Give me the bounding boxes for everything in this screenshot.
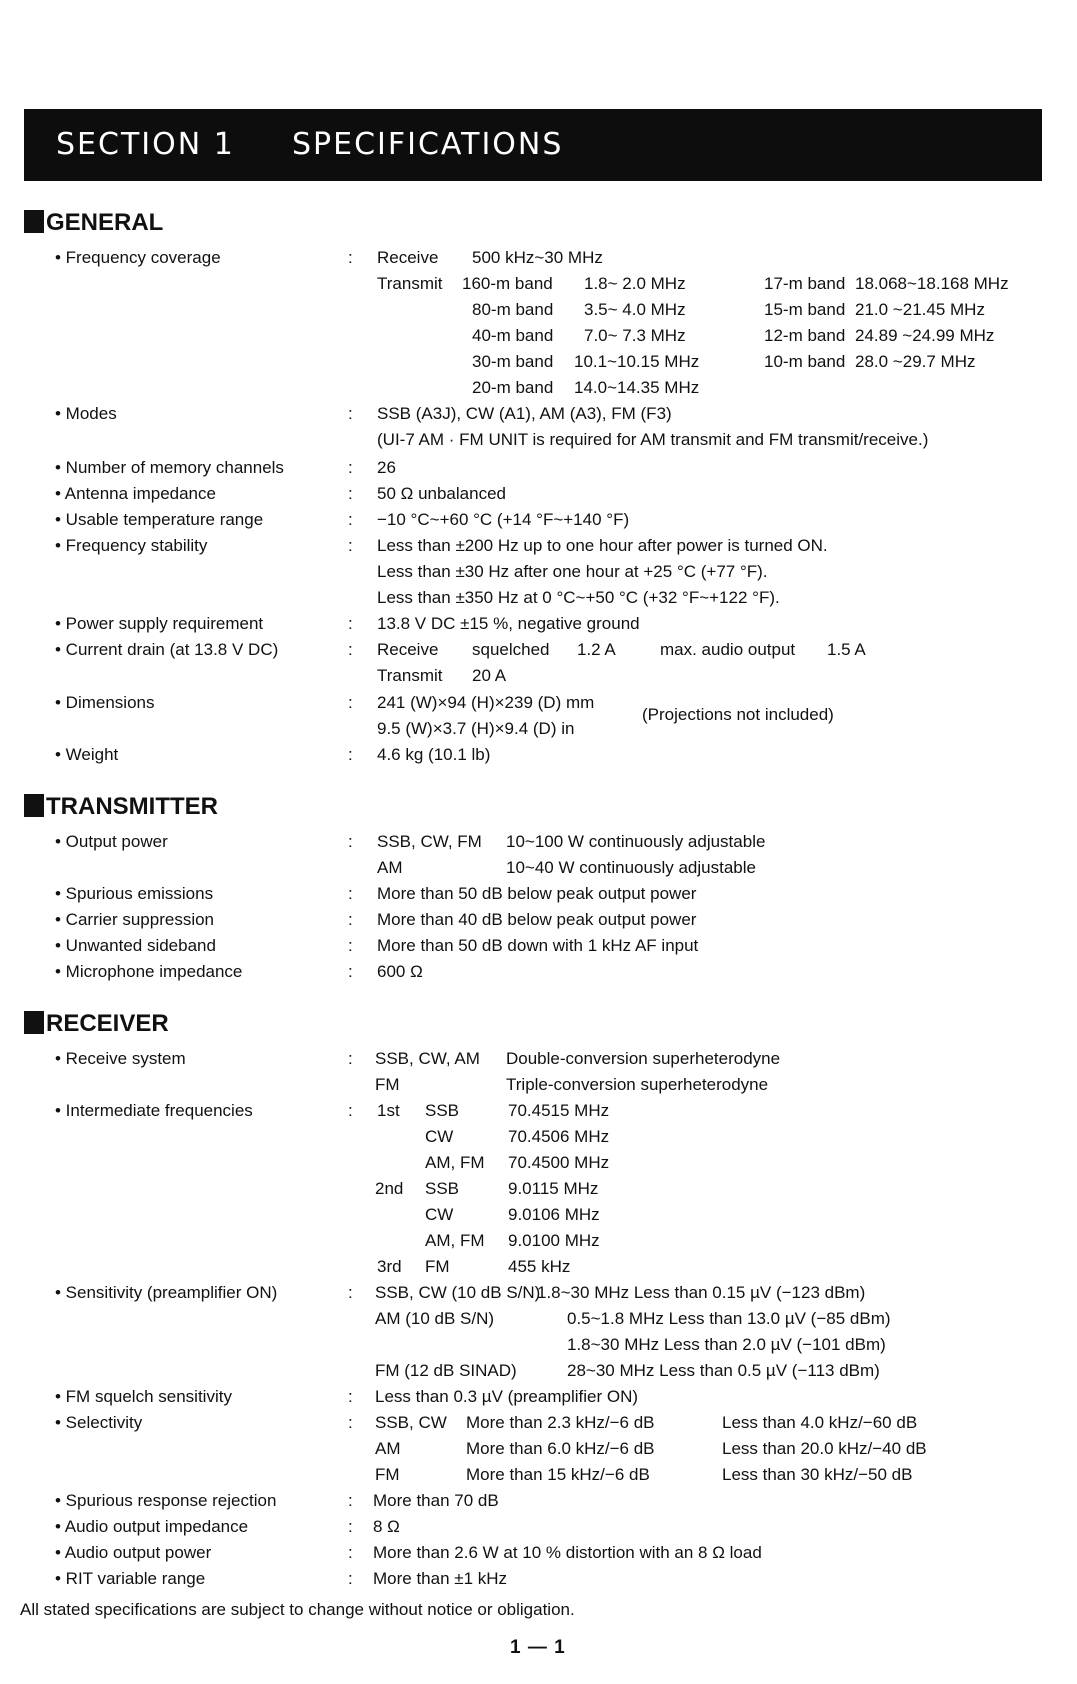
spec-row-dimensions-in: [0, 719, 1077, 745]
spec-label: • Usable temperature range: [55, 510, 264, 529]
spec-value: 13.8 V DC ±15 %, negative ground: [377, 614, 640, 633]
spec-mode: FM (12 dB SINAD): [375, 1361, 517, 1380]
spec-row-sideband: [0, 936, 1077, 962]
spec-row-output-am: [0, 858, 1077, 884]
if-stage: 2nd: [375, 1179, 404, 1198]
spec-value: Less than 20.0 kHz/−40 dB: [722, 1439, 927, 1458]
band-row: [0, 300, 1077, 326]
if-freq: 70.4506 MHz: [508, 1127, 610, 1146]
spec-label: • Frequency stability: [55, 536, 208, 555]
section-number: SECTION 1: [56, 127, 235, 162]
if-mode: FM: [425, 1257, 450, 1276]
heading-square-icon: [24, 1011, 44, 1034]
colon: :: [348, 536, 353, 555]
band-range: 10.1~10.15 MHz: [574, 352, 700, 371]
spec-row-rit: [0, 1569, 1077, 1595]
spec-row-carrier: [0, 910, 1077, 936]
footer-note: All stated specifications are subject to change without notice or obligation.: [20, 1600, 575, 1619]
colon: :: [348, 745, 353, 764]
spec-note: (Projections not included): [642, 705, 834, 724]
spec-row-audio-power: [0, 1543, 1077, 1569]
band-name: 160-m band: [462, 274, 553, 293]
colon: :: [348, 484, 353, 503]
spec-mode: AM: [375, 1439, 401, 1458]
spec-value: More than 15 kHz/−6 dB: [466, 1465, 650, 1484]
spec-value: Double-conversion superheterodyne: [506, 1049, 781, 1068]
spec-value: 8 Ω: [373, 1517, 400, 1536]
colon: :: [348, 1413, 353, 1432]
spec-row-spurious: [0, 884, 1077, 910]
if-row: [0, 1153, 1077, 1179]
colon: :: [348, 640, 353, 659]
spec-value: More than 6.0 kHz/−6 dB: [466, 1439, 655, 1458]
colon: :: [348, 1049, 353, 1068]
colon: :: [348, 1101, 353, 1120]
spec-value: 241 (W)×94 (H)×239 (D) mm: [377, 693, 595, 712]
spec-label: • Spurious response rejection: [55, 1491, 277, 1510]
spec-row-current: [0, 640, 1077, 666]
heading-square-icon: [24, 210, 44, 233]
spec-value: Less than ±30 Hz after one hour at +25 °C (+77 °F).: [377, 562, 768, 581]
spec-mode: AM: [377, 858, 403, 877]
spec-row-dimensions: [0, 693, 1077, 724]
if-mode: CW: [425, 1127, 454, 1146]
spec-value: Triple-conversion superheterodyne: [506, 1075, 769, 1094]
spec-value: 1.5 A: [827, 640, 866, 659]
receiver-heading: RECEIVER: [24, 1010, 169, 1038]
spec-label: • Receive system: [55, 1049, 186, 1068]
band-range: 1.8~ 2.0 MHz: [584, 274, 686, 293]
band-range: 21.0 ~21.45 MHz: [855, 300, 985, 319]
general-heading: GENERAL: [24, 209, 163, 237]
colon: :: [348, 832, 353, 851]
spec-value: 10~100 W continuously adjustable: [506, 832, 766, 851]
colon: :: [348, 693, 353, 712]
if-mode: AM, FM: [425, 1153, 485, 1172]
if-row: [0, 1205, 1077, 1231]
band-name: 40-m band: [472, 326, 554, 345]
if-freq: 9.0106 MHz: [508, 1205, 600, 1224]
spec-value: −10 °C~+60 °C (+14 °F~+140 °F): [377, 510, 630, 529]
spec-mode: SSB, CW: [375, 1413, 447, 1432]
colon: :: [348, 1543, 353, 1562]
spec-row-receive-system: [0, 1049, 1077, 1075]
transmit-label: Transmit: [377, 274, 443, 293]
band-row: [0, 274, 1077, 300]
spec-value: 1.2 A: [577, 640, 616, 659]
spec-row-spurious-response: [0, 1491, 1077, 1517]
spec-label: • Sensitivity (preamplifier ON): [55, 1283, 278, 1302]
if-mode: CW: [425, 1205, 454, 1224]
spec-label: • Intermediate frequencies: [55, 1101, 253, 1120]
spec-label: • Dimensions: [55, 693, 155, 712]
band-name: 80-m band: [472, 300, 554, 319]
selectivity-row: [0, 1465, 1077, 1491]
selectivity-row: [0, 1439, 1077, 1465]
spec-row-sensitivity: [0, 1283, 1077, 1309]
if-row: [0, 1231, 1077, 1257]
spec-label: • Selectivity: [55, 1413, 143, 1432]
colon: :: [348, 884, 353, 903]
if-mode: SSB: [425, 1101, 460, 1120]
transmitter-heading: TRANSMITTER: [24, 793, 218, 821]
colon: :: [348, 1491, 353, 1510]
band-name: 15-m band: [764, 300, 846, 319]
spec-row-stability-3: [0, 588, 1077, 614]
band-name: 20-m band: [472, 378, 554, 397]
colon: :: [348, 1569, 353, 1588]
spec-label: • Audio output impedance: [55, 1517, 249, 1536]
spec-label: • Unwanted sideband: [55, 936, 216, 955]
spec-row-stability: [0, 536, 1077, 562]
spec-value: 600 Ω: [377, 962, 423, 981]
spec-row-memory: [0, 458, 1077, 484]
spec-label: • Frequency coverage: [55, 248, 221, 267]
spec-row-fm-squelch: [0, 1387, 1077, 1413]
if-row: [0, 1101, 1077, 1127]
spec-value: Receive: [377, 640, 439, 659]
colon: :: [348, 248, 353, 267]
spec-label: • Microphone impedance: [55, 962, 243, 981]
spec-row-weight: [0, 745, 1077, 771]
spec-value: More than 70 dB: [373, 1491, 499, 1510]
band-range: 3.5~ 4.0 MHz: [584, 300, 686, 319]
spec-label: • Modes: [55, 404, 117, 423]
colon: :: [348, 404, 353, 423]
band-range: 24.89 ~24.99 MHz: [855, 326, 995, 345]
spec-row-modes: [0, 404, 1077, 430]
if-row: [0, 1257, 1077, 1283]
spec-row-receive-system-fm: [0, 1075, 1077, 1101]
spec-value: 1.8~30 MHz Less than 2.0 µV (−101 dBm): [567, 1335, 886, 1354]
page-number: 1 — 1: [510, 1637, 566, 1658]
spec-mode: SSB, CW (10 dB S/N): [375, 1283, 541, 1302]
selectivity-row: [0, 1413, 1077, 1439]
spec-value: squelched: [472, 640, 550, 659]
spec-label: • FM squelch sensitivity: [55, 1387, 232, 1406]
spec-row-sensitivity-am: [0, 1309, 1077, 1335]
if-freq: 455 kHz: [508, 1257, 571, 1276]
spec-row-microphone: [0, 962, 1077, 988]
spec-value: 50 Ω unbalanced: [377, 484, 506, 503]
spec-value: Less than 4.0 kHz/−60 dB: [722, 1413, 918, 1432]
spec-value: More than 2.6 W at 10 % distortion with an 8 Ω load: [373, 1543, 762, 1562]
spec-value: 4.6 kg (10.1 lb): [377, 745, 491, 764]
spec-value: 10~40 W continuously adjustable: [506, 858, 756, 877]
spec-label: • Current drain (at 13.8 V DC): [55, 640, 279, 659]
if-row: [0, 1127, 1077, 1153]
if-freq: 70.4515 MHz: [508, 1101, 610, 1120]
if-stage: 3rd: [377, 1257, 402, 1276]
spec-row-output: [0, 832, 1077, 858]
spec-value: 1.8~30 MHz Less than 0.15 µV (−123 dBm): [537, 1283, 866, 1302]
band-range: 28.0 ~29.7 MHz: [855, 352, 976, 371]
band-range: 7.0~ 7.3 MHz: [584, 326, 686, 345]
spec-row-stability-2: [0, 562, 1077, 588]
spec-value: More than ±1 kHz: [373, 1569, 508, 1588]
spec-value: Transmit: [377, 666, 443, 685]
spec-mode: SSB, CW, FM: [377, 832, 482, 851]
spec-label: • Antenna impedance: [55, 484, 216, 503]
band-row: [0, 352, 1077, 378]
spec-value: SSB (A3J), CW (A1), AM (A3), FM (F3): [377, 404, 672, 423]
if-mode: AM, FM: [425, 1231, 485, 1250]
if-freq: 9.0115 MHz: [508, 1179, 599, 1198]
spec-row-sensitivity-am-2: [0, 1335, 1077, 1361]
band-range: 18.068~18.168 MHz: [855, 274, 1009, 293]
spec-row-sensitivity-fm: [0, 1361, 1077, 1387]
section-title: SPECIFICATIONS: [292, 127, 564, 162]
spec-mode: SSB, CW, AM: [375, 1049, 480, 1068]
spec-row-antenna: [0, 484, 1077, 510]
colon: :: [348, 936, 353, 955]
spec-value: More than 40 dB below peak output power: [377, 910, 697, 929]
if-row: [0, 1179, 1077, 1205]
spec-value: (UI-7 AM · FM UNIT is required for AM transmit and FM transmit/receive.): [377, 430, 929, 449]
spec-value: 9.5 (W)×3.7 (H)×9.4 (D) in: [377, 719, 575, 738]
spec-row-current-tx: [0, 666, 1077, 692]
band-name: 17-m band: [764, 274, 846, 293]
band-name: 30-m band: [472, 352, 554, 371]
spec-label: • Power supply requirement: [55, 614, 264, 633]
heading-square-icon: [24, 794, 44, 817]
spec-row-temperature: [0, 510, 1077, 536]
colon: :: [348, 962, 353, 981]
spec-label: • Output power: [55, 832, 168, 851]
band-row: [0, 326, 1077, 352]
spec-label: • RIT variable range: [55, 1569, 206, 1588]
spec-label: • Carrier suppression: [55, 910, 215, 929]
spec-value: 20 A: [472, 666, 507, 685]
if-freq: 9.0100 MHz: [508, 1231, 600, 1250]
band-name: 10-m band: [764, 352, 846, 371]
spec-value: 28~30 MHz Less than 0.5 µV (−113 dBm): [567, 1361, 880, 1380]
if-mode: SSB: [425, 1179, 460, 1198]
colon: :: [348, 1283, 353, 1302]
colon: :: [348, 458, 353, 477]
spec-label: • Audio output power: [55, 1543, 212, 1562]
spec-mode: FM: [375, 1075, 400, 1094]
colon: :: [348, 910, 353, 929]
spec-value: More than 50 dB down with 1 kHz AF input: [377, 936, 699, 955]
spec-label: • Spurious emissions: [55, 884, 214, 903]
spec-row-modes-note: [0, 430, 1077, 456]
section-header-bar: [24, 109, 1042, 181]
band-name: 12-m band: [764, 326, 846, 345]
spec-mode: FM: [375, 1465, 400, 1484]
spec-value: max. audio output: [660, 640, 796, 659]
if-stage: 1st: [377, 1101, 400, 1120]
colon: :: [348, 1517, 353, 1536]
colon: :: [348, 614, 353, 633]
spec-row-audio-impedance: [0, 1517, 1077, 1543]
spec-value: Less than 0.3 µV (preamplifier ON): [375, 1387, 639, 1406]
receive-range: 500 kHz~30 MHz: [472, 248, 603, 267]
colon: :: [348, 1387, 353, 1406]
band-range: 14.0~14.35 MHz: [574, 378, 700, 397]
if-freq: 70.4500 MHz: [508, 1153, 610, 1172]
spec-label: • Weight: [55, 745, 119, 764]
colon: :: [348, 510, 353, 529]
spec-label: • Number of memory channels: [55, 458, 284, 477]
band-row: [0, 378, 1077, 404]
spec-value: More than 2.3 kHz/−6 dB: [466, 1413, 655, 1432]
spec-value: 26: [377, 458, 396, 477]
spec-value: 0.5~1.8 MHz Less than 13.0 µV (−85 dBm): [567, 1309, 891, 1328]
spec-value: Less than 30 kHz/−50 dB: [722, 1465, 913, 1484]
spec-value: Less than ±350 Hz at 0 °C~+50 °C (+32 °F~+122 °F).: [377, 588, 780, 607]
spec-row-power-supply: [0, 614, 1077, 640]
receive-label: Receive: [377, 248, 439, 267]
spec-mode: AM (10 dB S/N): [375, 1309, 495, 1328]
spec-value: Less than ±200 Hz up to one hour after power is turned ON.: [377, 536, 828, 555]
spec-value: More than 50 dB below peak output power: [377, 884, 697, 903]
spec-row-frequency: [0, 248, 1077, 274]
